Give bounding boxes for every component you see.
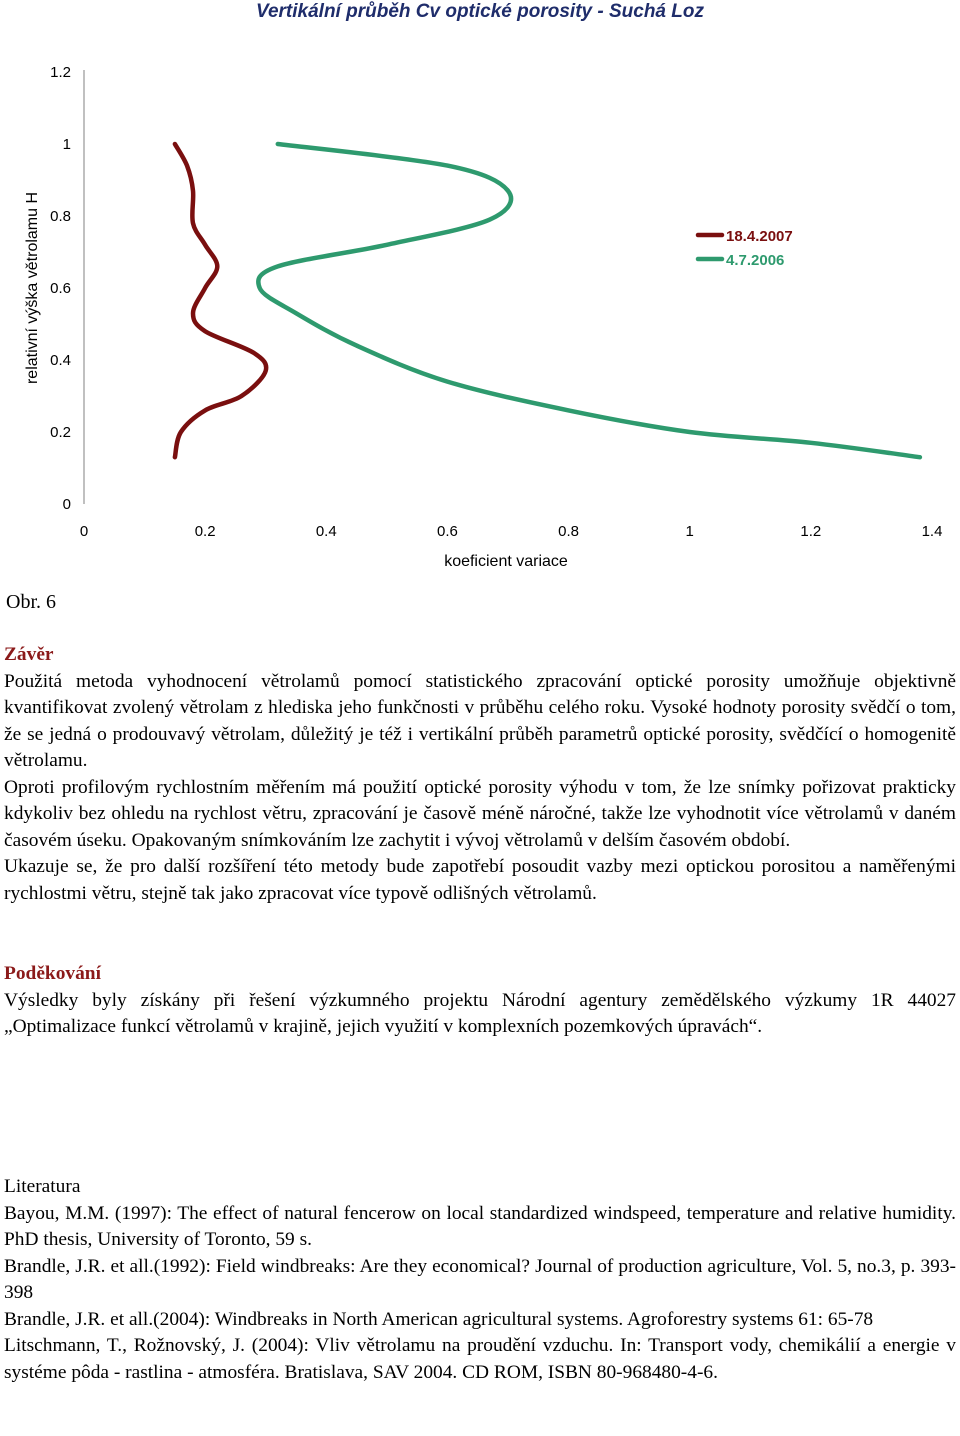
y-tick-label: 0.2 [50, 424, 71, 441]
x-tick-label: 0.8 [558, 523, 580, 540]
y-tick-label: 1 [62, 136, 71, 153]
acknowledgement-section [4, 961, 956, 1041]
y-tick-label: 0.6 [50, 280, 71, 297]
y-axis-label: relativní výška větrolamu H [24, 191, 41, 385]
line-chart [0, 30, 960, 585]
reference-item: Brandle, J.R. et all.(2004): Windbreaks in North American agricultural systems. Agroforestry systems 61: 65-78 [4, 1308, 874, 1330]
legend-label: 18.4.2007 [726, 228, 793, 245]
conclusion-paragraph-3: Ukazuje se, že pro další rozšíření této metody bude zapotřebí posoudit vazby mezi optickou porositou a naměřenými rychlostmi větru, stejně tak jako zpracovat více typově odlišných větrolamů. [4, 856, 956, 904]
y-tick-label: 1.2 [50, 64, 71, 81]
x-axis-label: koeficient variace [444, 553, 568, 570]
conclusion-paragraph-1: Použitá metoda vyhodnocení větrolamů pomocí statistického zpracování optické porosity umožňuje objektivně kvantifikovat zvolený větrolam z hlediska jeho funkčnosti v průběhu celého roku. Vysoké hodnoty porosity svědčí o tom, že se jedná o prodouvavý větrolam, důležitý je též i vertikální průběh parametrů optické porosity, svědčící o homogenitě větrolamu. [4, 670, 956, 771]
conclusion-heading: Závěr [4, 644, 54, 665]
acknowledgement-text: Výsledky byly získány při řešení výzkumného projektu Národní agentury zemědělského výzkumy 1R 44027 „Optimalizace funkcí větrolamů v krajině, jejich využití v komplexních pozemkových úpravách“. [4, 989, 956, 1037]
x-tick-label: 1 [685, 523, 694, 540]
series-line-2 [258, 144, 920, 457]
series-line-1 [175, 144, 266, 457]
conclusion-paragraph-2: Oproti profilovým rychlostním měřením má použití optické porosity výhodu v tom, že lze snímky pořizovat prakticky kdykoliv bez ohledu na rychlost větru, zpracování je časově méně náročné, takže lze vyhodnotit více větrolamů v daném časovém úseku. Opakovaným snímkováním lze zachytit i vývoj větrolamů v delším časovém období. [4, 776, 956, 851]
references-section [4, 1174, 956, 1386]
y-tick-label: 0.4 [50, 352, 71, 369]
x-tick-label: 1.4 [921, 523, 943, 540]
x-tick-label: 1.2 [800, 523, 822, 540]
x-tick-label: 0 [79, 523, 89, 540]
x-tick-label: 0.4 [315, 523, 337, 540]
x-tick-label: 0.6 [436, 523, 458, 540]
reference-item: Bayou, M.M. (1997): The effect of natural fencerow on local standardized windspeed, temperature and relative humidity. PhD thesis, University of Toronto, 59 s. [4, 1202, 956, 1250]
figure-label: Obr. 6 [6, 591, 56, 613]
x-axis [80, 523, 943, 540]
y-tick-label: 0 [62, 496, 71, 513]
chart-title: Vertikální průběh Cv optické porosity - Suchá Loz [256, 1, 704, 22]
conclusion-section [4, 642, 956, 907]
x-tick-label: 0.2 [194, 523, 216, 540]
y-axis [50, 64, 84, 513]
references-heading: Literatura [4, 1176, 81, 1197]
y-tick-label: 0.8 [50, 208, 71, 225]
reference-item: Brandle, J.R. et all.(1992): Field windbreaks: Are they economical? Journal of production agriculture, Vol. 5, no.3, p. 393-398 [4, 1255, 956, 1303]
series-lines [175, 144, 920, 457]
legend [698, 228, 793, 269]
reference-item: Litschmann, T., Rožnovský, J. (2004): Vliv větrolamu na proudění vzduchu. In: Transport vody, chemikálií a energie v systéme pôda - rastlina - atmosféra. Bratislava, SAV 2004. CD ROM, ISBN 80-968480-4-6. [4, 1335, 956, 1383]
acknowledgement-heading: Poděkování [4, 963, 101, 984]
legend-label: 4.7.2006 [726, 252, 785, 269]
